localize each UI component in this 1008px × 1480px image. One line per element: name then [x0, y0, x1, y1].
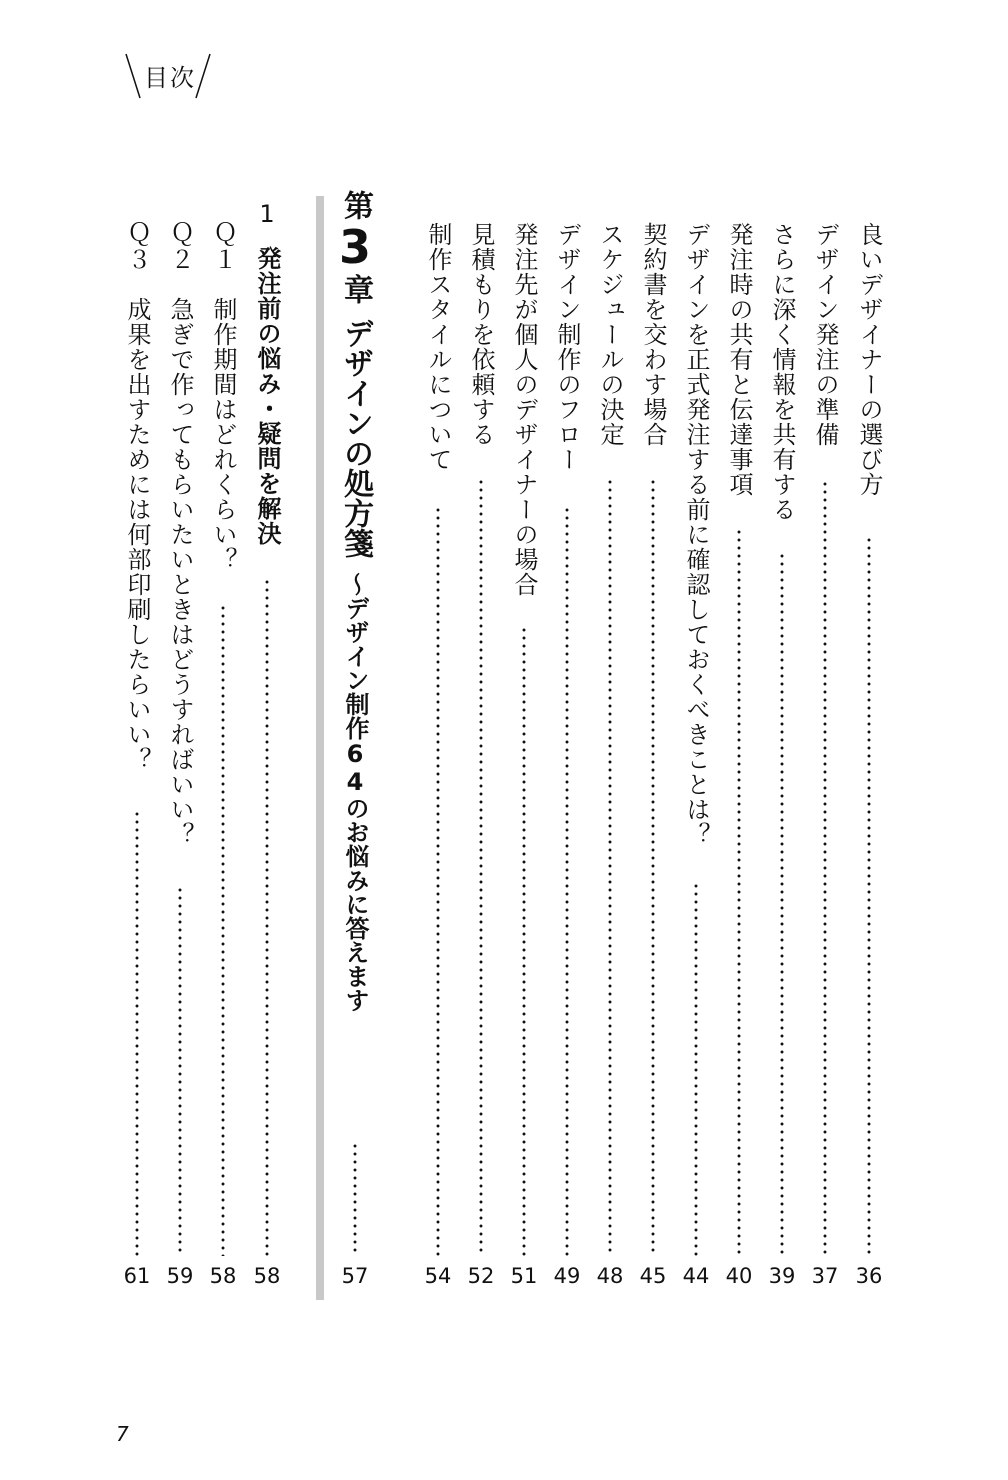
- question-entry[interactable]: [206, 222, 240, 1312]
- question-title: 成果を出すためには何部印刷したらいい？: [123, 297, 151, 772]
- dot-leader: [737, 528, 741, 1256]
- entry-page: 44: [682, 1264, 710, 1288]
- dot-leader: [353, 1142, 357, 1256]
- entry-title: 発注時の共有と伝達事項: [725, 222, 753, 497]
- section-entry[interactable]: [250, 200, 284, 1312]
- page-folio: 7: [116, 1422, 129, 1446]
- question-entry[interactable]: [120, 222, 154, 1312]
- toc-entry[interactable]: [636, 222, 670, 1312]
- entry-page: 37: [811, 1264, 839, 1288]
- entry-title: スケジュールの決定: [596, 222, 624, 447]
- dot-leader: [265, 578, 269, 1256]
- toc-entry[interactable]: [507, 222, 541, 1312]
- entry-title: 契約書を交わす場合: [639, 222, 667, 447]
- toc-header: [118, 48, 218, 104]
- toc-entry[interactable]: [679, 222, 713, 1312]
- dot-leader: [780, 552, 784, 1256]
- section-title: 発注前の悩み・疑問を解決: [253, 246, 281, 546]
- entry-title: 良いデザイナーの選び方: [855, 222, 883, 497]
- question-label: Ｑ３: [123, 222, 151, 272]
- dot-leader: [135, 810, 139, 1256]
- toc-entry[interactable]: [765, 222, 799, 1312]
- toc-title: 目次: [144, 64, 196, 92]
- entry-page: 54: [424, 1264, 452, 1288]
- toc-entry[interactable]: [808, 222, 842, 1312]
- chapter-title: デザインの処方箋: [338, 318, 373, 558]
- chapter-subtitle: ～デザイン制作64のお悩みに答えます: [341, 572, 369, 1012]
- chapter-label: 章: [338, 274, 373, 304]
- dot-leader: [522, 626, 526, 1256]
- question-entry[interactable]: [163, 222, 197, 1312]
- entry-page: 39: [768, 1264, 796, 1288]
- chapter-heading[interactable]: [316, 190, 382, 1300]
- entry-title: 見積もりを依頼する: [467, 222, 495, 447]
- dot-leader: [178, 886, 182, 1256]
- chapter-page: 57: [341, 1264, 369, 1288]
- chapter-number: 3: [328, 220, 382, 274]
- entry-page: 49: [553, 1264, 581, 1288]
- section-page: 58: [253, 1264, 281, 1288]
- toc-entry[interactable]: [464, 222, 498, 1312]
- dot-leader: [694, 882, 698, 1256]
- question-title-block: [120, 222, 154, 772]
- entry-page: 36: [855, 1264, 883, 1288]
- entry-page: 48: [596, 1264, 624, 1288]
- dot-leader: [608, 478, 612, 1256]
- chapter-prefix: 第: [338, 190, 373, 220]
- entry-page: 45: [639, 1264, 667, 1288]
- question-title: 制作期間はどれくらい？: [209, 297, 237, 572]
- dot-leader: [651, 478, 655, 1256]
- dot-leader: [867, 536, 871, 1256]
- question-page: 59: [166, 1264, 194, 1288]
- question-page: 58: [209, 1264, 237, 1288]
- question-title-block: [163, 222, 197, 847]
- toc-entry[interactable]: [421, 222, 455, 1312]
- dot-leader: [221, 604, 225, 1256]
- question-title: 急ぎで作ってもらいたいときはどうすればいい？: [166, 297, 194, 847]
- entry-page: 40: [725, 1264, 753, 1288]
- dot-leader: [436, 506, 440, 1256]
- entry-page: 51: [510, 1264, 538, 1288]
- section-number: 1: [259, 200, 275, 228]
- toc-entry[interactable]: [852, 222, 886, 1312]
- entry-title: さらに深く情報を共有する: [768, 222, 796, 522]
- entry-title: デザイン制作のフロー: [553, 222, 581, 472]
- question-label: Ｑ１: [209, 222, 237, 272]
- entry-title: 制作スタイルについて: [424, 222, 452, 472]
- question-label: Ｑ２: [166, 222, 194, 272]
- question-page: 61: [123, 1264, 151, 1288]
- dot-leader: [823, 480, 827, 1256]
- question-title-block: [206, 222, 240, 572]
- dot-leader: [565, 506, 569, 1256]
- toc-entry[interactable]: [593, 222, 627, 1312]
- toc-entry[interactable]: [722, 222, 756, 1312]
- dot-leader: [479, 478, 483, 1256]
- entry-title: デザイン発注の準備: [811, 222, 839, 447]
- chapter-bar: [316, 196, 324, 1300]
- entry-page: 52: [467, 1264, 495, 1288]
- entry-title: デザインを正式発注する前に確認しておくべきことは？: [682, 222, 710, 847]
- chapter-title-block: [328, 190, 382, 1012]
- entry-title: 発注先が個人のデザイナーの場合: [510, 222, 538, 597]
- toc-entry[interactable]: [550, 222, 584, 1312]
